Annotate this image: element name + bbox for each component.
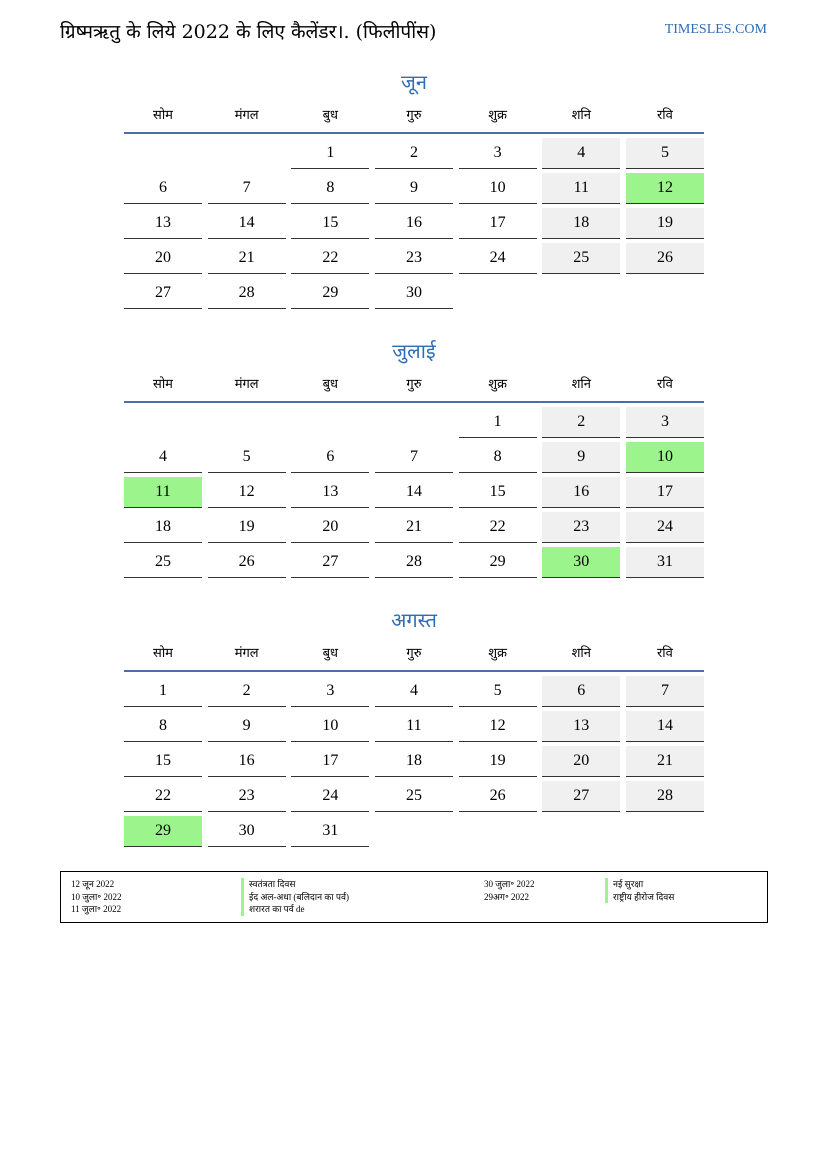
weekday-label: मंगल <box>234 377 259 392</box>
weekday-label: शुक्र <box>488 377 508 392</box>
day-cell[interactable]: 17 <box>291 746 369 777</box>
legend-holiday-name: ईद अल-अधा (बलिदान का पर्व) <box>241 891 349 904</box>
day-cell[interactable]: 14 <box>375 477 453 508</box>
weekday-label: मंगल <box>234 108 259 123</box>
holiday-day-cell[interactable]: 12 <box>626 173 704 204</box>
holiday-day-cell[interactable]: 29 <box>124 816 202 847</box>
day-cell[interactable]: 8 <box>291 173 369 204</box>
day-cell[interactable]: 27 <box>124 278 202 309</box>
day-cell[interactable]: 30 <box>208 816 286 847</box>
weekday-label: सोम <box>153 108 173 123</box>
legend-date: 12 जून 2022 <box>71 879 115 889</box>
day-cell[interactable]: 17 <box>459 208 537 239</box>
day-cell[interactable]: 28 <box>626 781 704 812</box>
day-cell[interactable]: 21 <box>375 512 453 543</box>
day-cell[interactable]: 5 <box>626 138 704 169</box>
legend-holiday-name: नई सुरक्षा <box>605 878 674 891</box>
day-cell[interactable]: 16 <box>208 746 286 777</box>
legend-date: 11 जुला॰ 2022 <box>71 904 122 914</box>
day-cell[interactable]: 26 <box>459 781 537 812</box>
day-cell[interactable]: 25 <box>542 243 620 274</box>
legend-holiday-name: स्वतंत्रता दिवस <box>241 878 349 891</box>
day-cell[interactable]: 26 <box>626 243 704 274</box>
weekday-label: शनि <box>571 377 591 392</box>
day-cell[interactable]: 30 <box>375 278 453 309</box>
day-cell[interactable]: 5 <box>208 442 286 473</box>
weekday-label: रवि <box>656 377 673 392</box>
day-cell[interactable]: 26 <box>208 547 286 578</box>
day-cell[interactable]: 20 <box>124 243 202 274</box>
day-cell[interactable]: 21 <box>208 243 286 274</box>
legend-right-names <box>605 878 674 903</box>
day-cell[interactable]: 6 <box>124 173 202 204</box>
day-cell[interactable]: 12 <box>208 477 286 508</box>
empty-cell <box>375 407 453 437</box>
day-cell[interactable]: 4 <box>124 442 202 473</box>
day-cell[interactable]: 20 <box>291 512 369 543</box>
day-cell[interactable]: 7 <box>208 173 286 204</box>
day-cell[interactable]: 2 <box>375 138 453 169</box>
legend-holiday-name: राष्ट्रीय हीरोज दिवस <box>605 891 674 904</box>
weekday-label: रवि <box>656 108 673 123</box>
holiday-day-cell[interactable]: 30 <box>542 547 620 578</box>
day-cell[interactable]: 3 <box>626 407 704 438</box>
legend-left-dates <box>71 878 121 916</box>
day-cell[interactable]: 24 <box>626 512 704 543</box>
day-cell[interactable]: 13 <box>542 711 620 742</box>
weekday-label: बुध <box>322 108 339 123</box>
month-july <box>124 337 704 578</box>
day-cell[interactable]: 18 <box>542 208 620 239</box>
day-cell[interactable]: 8 <box>124 711 202 742</box>
day-cell[interactable]: 28 <box>375 547 453 578</box>
day-cell[interactable]: 22 <box>291 243 369 274</box>
day-cell[interactable]: 29 <box>291 278 369 309</box>
day-cell[interactable]: 4 <box>542 138 620 169</box>
day-cell[interactable]: 18 <box>375 746 453 777</box>
day-cell[interactable]: 21 <box>626 746 704 777</box>
day-cell[interactable]: 9 <box>542 442 620 473</box>
day-cell[interactable]: 19 <box>208 512 286 543</box>
day-cell[interactable]: 18 <box>124 512 202 543</box>
day-cell[interactable]: 15 <box>124 746 202 777</box>
day-cell[interactable]: 2 <box>542 407 620 438</box>
day-grid <box>124 676 704 847</box>
month-title: अगस्त <box>391 608 437 632</box>
day-cell[interactable]: 14 <box>208 208 286 239</box>
day-cell[interactable]: 22 <box>124 781 202 812</box>
day-cell[interactable]: 3 <box>291 676 369 707</box>
header-rule <box>124 670 704 672</box>
weekday-label: बुध <box>322 646 339 661</box>
day-cell[interactable]: 28 <box>208 278 286 309</box>
weekday-label: सोम <box>153 377 173 392</box>
day-cell[interactable]: 23 <box>375 243 453 274</box>
weekday-label: शनि <box>571 646 591 661</box>
weekday-label: रवि <box>656 646 673 661</box>
day-cell[interactable]: 2 <box>208 676 286 707</box>
day-cell[interactable]: 27 <box>542 781 620 812</box>
day-cell[interactable]: 17 <box>626 477 704 508</box>
legend-date: 10 जुला॰ 2022 <box>71 891 122 902</box>
day-cell[interactable]: 16 <box>375 208 453 239</box>
day-cell[interactable]: 15 <box>291 208 369 239</box>
day-cell[interactable]: 9 <box>375 173 453 204</box>
day-cell[interactable]: 15 <box>459 477 537 508</box>
empty-cell <box>124 138 202 168</box>
day-cell[interactable]: 8 <box>459 442 537 473</box>
weekday-label: गुरु <box>406 646 422 661</box>
legend-date: 29अग॰ 2022 <box>484 891 530 902</box>
day-cell[interactable]: 22 <box>459 512 537 543</box>
day-cell[interactable]: 6 <box>291 442 369 473</box>
day-cell[interactable]: 4 <box>375 676 453 707</box>
day-cell[interactable]: 1 <box>459 407 537 438</box>
header-rule <box>124 132 704 134</box>
day-cell[interactable]: 25 <box>375 781 453 812</box>
day-cell[interactable]: 25 <box>124 547 202 578</box>
day-cell[interactable]: 29 <box>459 547 537 578</box>
day-cell[interactable]: 6 <box>542 676 620 707</box>
day-cell[interactable]: 11 <box>375 711 453 742</box>
day-cell[interactable]: 14 <box>626 711 704 742</box>
day-grid <box>124 138 704 309</box>
legend-left-names <box>241 878 349 916</box>
brand-link[interactable]: TIMESLES.COM <box>664 22 767 37</box>
weekday-header <box>124 369 704 397</box>
weekday-label: शुक्र <box>488 108 508 123</box>
day-cell[interactable]: 20 <box>542 746 620 777</box>
day-cell[interactable]: 9 <box>208 711 286 742</box>
day-cell[interactable]: 13 <box>291 477 369 508</box>
month-title: जून <box>401 70 427 94</box>
holiday-day-cell[interactable]: 11 <box>124 477 202 508</box>
month-title: जुलाई <box>392 339 436 363</box>
month-august <box>124 606 704 847</box>
day-cell[interactable]: 12 <box>459 711 537 742</box>
day-cell[interactable]: 31 <box>626 547 704 578</box>
month-june <box>124 68 704 309</box>
day-cell[interactable]: 1 <box>124 676 202 707</box>
empty-cell <box>208 138 286 168</box>
day-cell[interactable]: 7 <box>626 676 704 707</box>
weekday-label: शनि <box>571 108 591 123</box>
page-title: ग्रिष्मऋतु के लिये 2022 के लिए कैलेंडर।. (फिलीपींस) <box>60 21 437 43</box>
day-cell[interactable]: 10 <box>291 711 369 742</box>
day-cell[interactable]: 23 <box>208 781 286 812</box>
header-rule <box>124 401 704 403</box>
day-cell[interactable]: 24 <box>291 781 369 812</box>
legend-holiday-name: शरारत का पर्व de <box>241 903 349 916</box>
day-cell[interactable]: 27 <box>291 547 369 578</box>
day-cell[interactable]: 23 <box>542 512 620 543</box>
day-cell[interactable]: 1 <box>291 138 369 169</box>
weekday-label: बुध <box>322 377 339 392</box>
day-cell[interactable]: 3 <box>459 138 537 169</box>
weekday-header <box>124 638 704 666</box>
legend-right-dates <box>484 878 534 903</box>
empty-cell <box>291 407 369 437</box>
weekday-label: मंगल <box>234 646 259 661</box>
holiday-day-cell[interactable]: 10 <box>626 442 704 473</box>
day-cell[interactable]: 11 <box>542 173 620 204</box>
empty-cell <box>124 407 202 437</box>
day-cell[interactable]: 24 <box>459 243 537 274</box>
weekday-header <box>124 100 704 128</box>
day-cell[interactable]: 31 <box>291 816 369 847</box>
day-cell[interactable]: 19 <box>459 746 537 777</box>
empty-cell <box>208 407 286 437</box>
day-cell[interactable]: 7 <box>375 442 453 473</box>
weekday-label: सोम <box>153 646 173 661</box>
weekday-label: गुरु <box>406 108 422 123</box>
day-cell[interactable]: 13 <box>124 208 202 239</box>
day-cell[interactable]: 16 <box>542 477 620 508</box>
holiday-legend <box>60 871 768 923</box>
day-cell[interactable]: 19 <box>626 208 704 239</box>
weekday-label: शुक्र <box>488 646 508 661</box>
day-cell[interactable]: 5 <box>459 676 537 707</box>
day-grid <box>124 407 704 578</box>
legend-date: 30 जुला॰ 2022 <box>484 879 535 889</box>
day-cell[interactable]: 10 <box>459 173 537 204</box>
weekday-label: गुरु <box>406 377 422 392</box>
